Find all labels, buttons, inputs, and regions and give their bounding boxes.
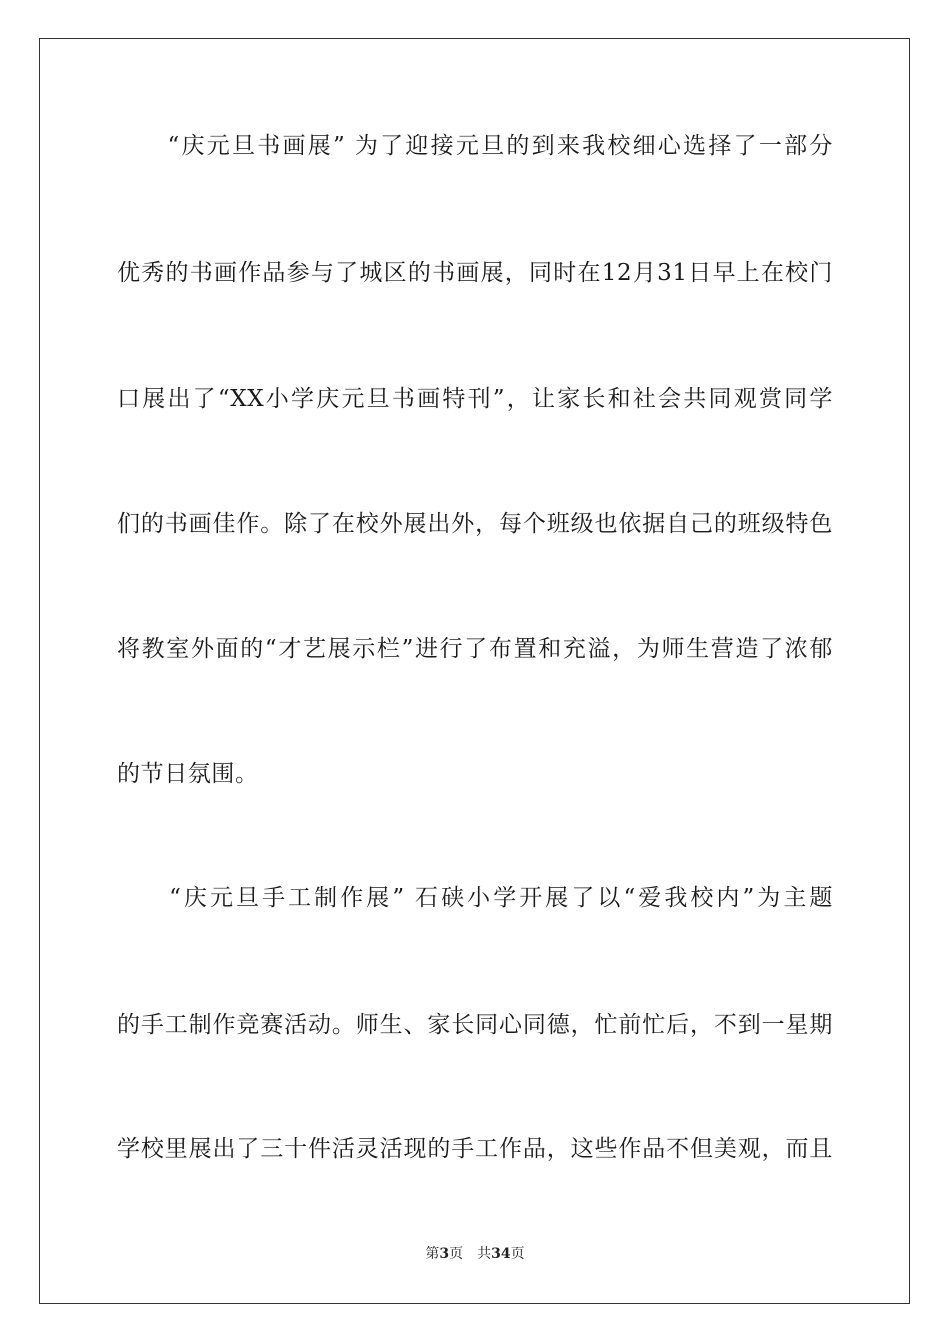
paragraph-line: 口展出了“XX小学庆元旦书画特刊”，让家长和社会共同观赏同学	[117, 386, 833, 412]
paragraph-line: 学校里展出了三十件活灵活现的手工作品，这些作品不但美观，而且	[117, 1136, 833, 1162]
page-footer	[0, 1245, 950, 1263]
paragraph-line: 的手工制作竞赛活动。师生、家长同心同德，忙前忙后，不到一星期	[117, 1012, 833, 1038]
paragraph-line: “庆元旦手工制作展” 石硖小学开展了以“爱我校内”为主题	[117, 885, 833, 911]
paragraph-line: 优秀的书画作品参与了城区的书画展，同时在12月31日早上在校门	[117, 260, 833, 286]
page-number: 第3页	[425, 1246, 464, 1262]
page-total: 共34页	[477, 1246, 525, 1262]
paragraph-line: 们的书画佳作。除了在校外展出外，每个班级也依据自己的班级特色	[117, 511, 833, 537]
paragraph-line: 将教室外面的“才艺展示栏”进行了布置和充溢，为师生营造了浓郁	[117, 636, 833, 662]
page-border	[39, 38, 910, 1304]
paragraph-line: 的节日氛围。	[117, 761, 259, 787]
paragraph-line: “庆元旦书画展” 为了迎接元旦的到来我校细心选择了一部分	[117, 133, 833, 159]
